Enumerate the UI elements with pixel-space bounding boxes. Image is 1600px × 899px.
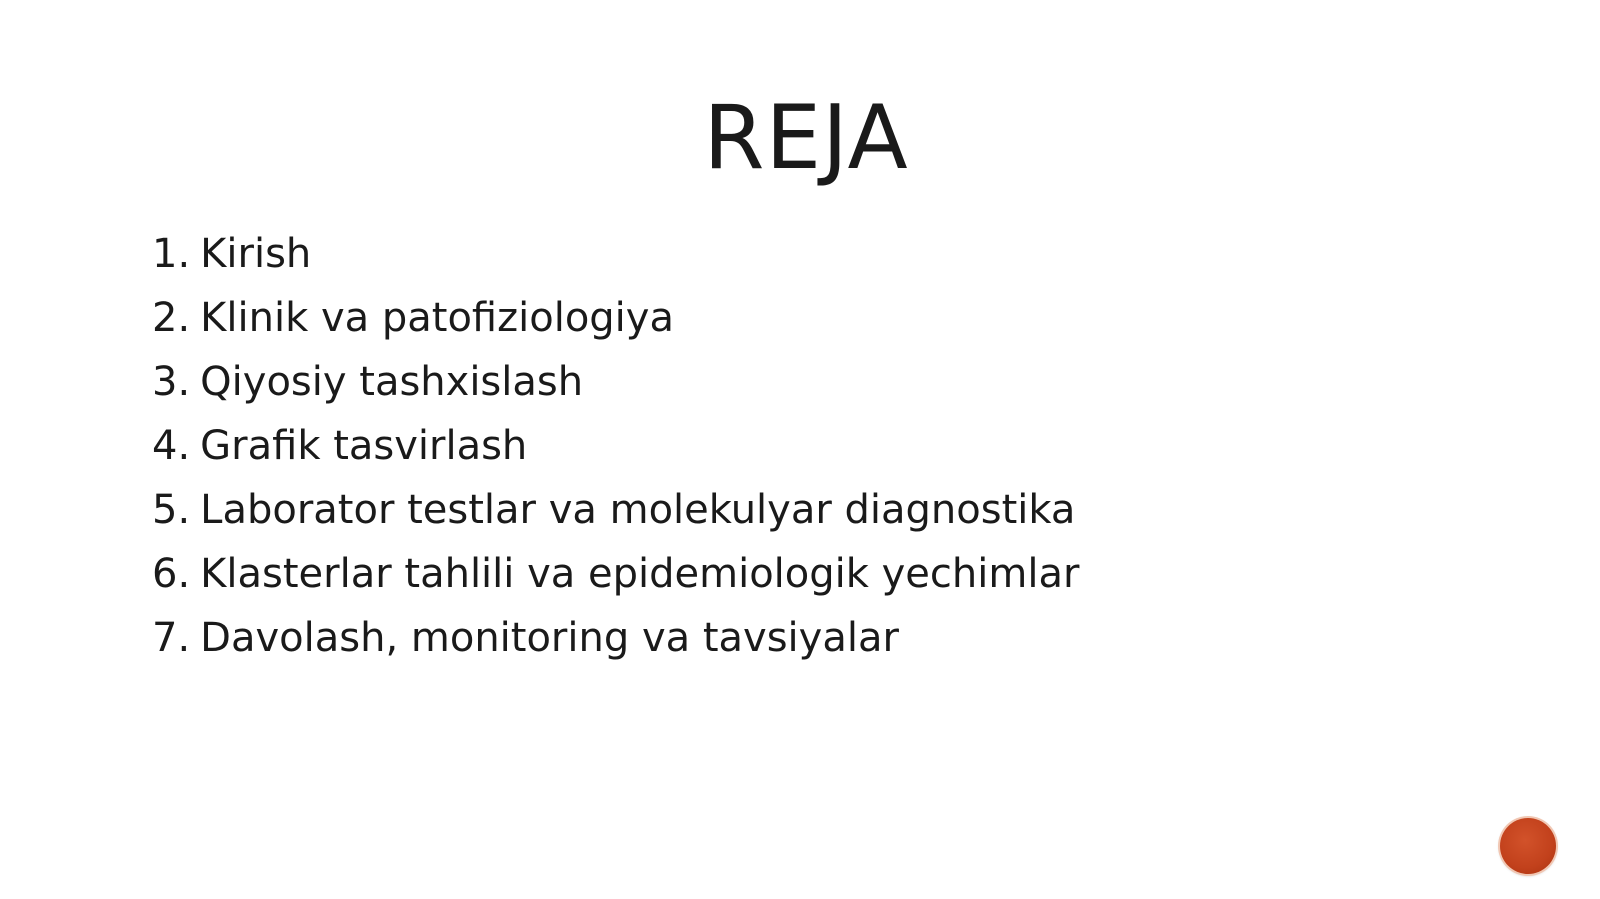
agenda-item-text: Grafik tasvirlash — [200, 423, 528, 469]
agenda-item-number: 4. — [152, 423, 191, 469]
agenda-item-number: 7. — [152, 615, 191, 661]
agenda-item-number: 2. — [152, 295, 191, 341]
slide-title: REJA — [703, 86, 909, 189]
agenda-item-number: 6. — [152, 551, 191, 597]
agenda-item-number: 5. — [152, 487, 191, 533]
agenda-item-text: Davolash, monitoring va tavsiyalar — [200, 615, 899, 661]
agenda-item — [152, 542, 1079, 606]
agenda-item — [152, 478, 1079, 542]
agenda-item-text: Laborator testlar va molekulyar diagnostika — [200, 487, 1076, 533]
agenda-item-text: Klinik va patofiziologiya — [200, 295, 674, 341]
agenda-item-text: Klasterlar tahlili va epidemiologik yechimlar — [200, 551, 1080, 597]
agenda-item — [152, 350, 1079, 414]
agenda-item-number: 3. — [152, 359, 191, 405]
agenda-item — [152, 286, 1079, 350]
agenda-item-text: Kirish — [200, 231, 312, 277]
agenda-item — [152, 414, 1079, 478]
agenda-item — [152, 222, 1079, 286]
agenda-item-text: Qiyosiy tashxislash — [200, 359, 584, 405]
agenda-item — [152, 606, 1079, 670]
agenda-item-number: 1. — [152, 231, 191, 277]
slide-number-badge — [1500, 818, 1556, 874]
agenda-list — [152, 222, 1079, 670]
